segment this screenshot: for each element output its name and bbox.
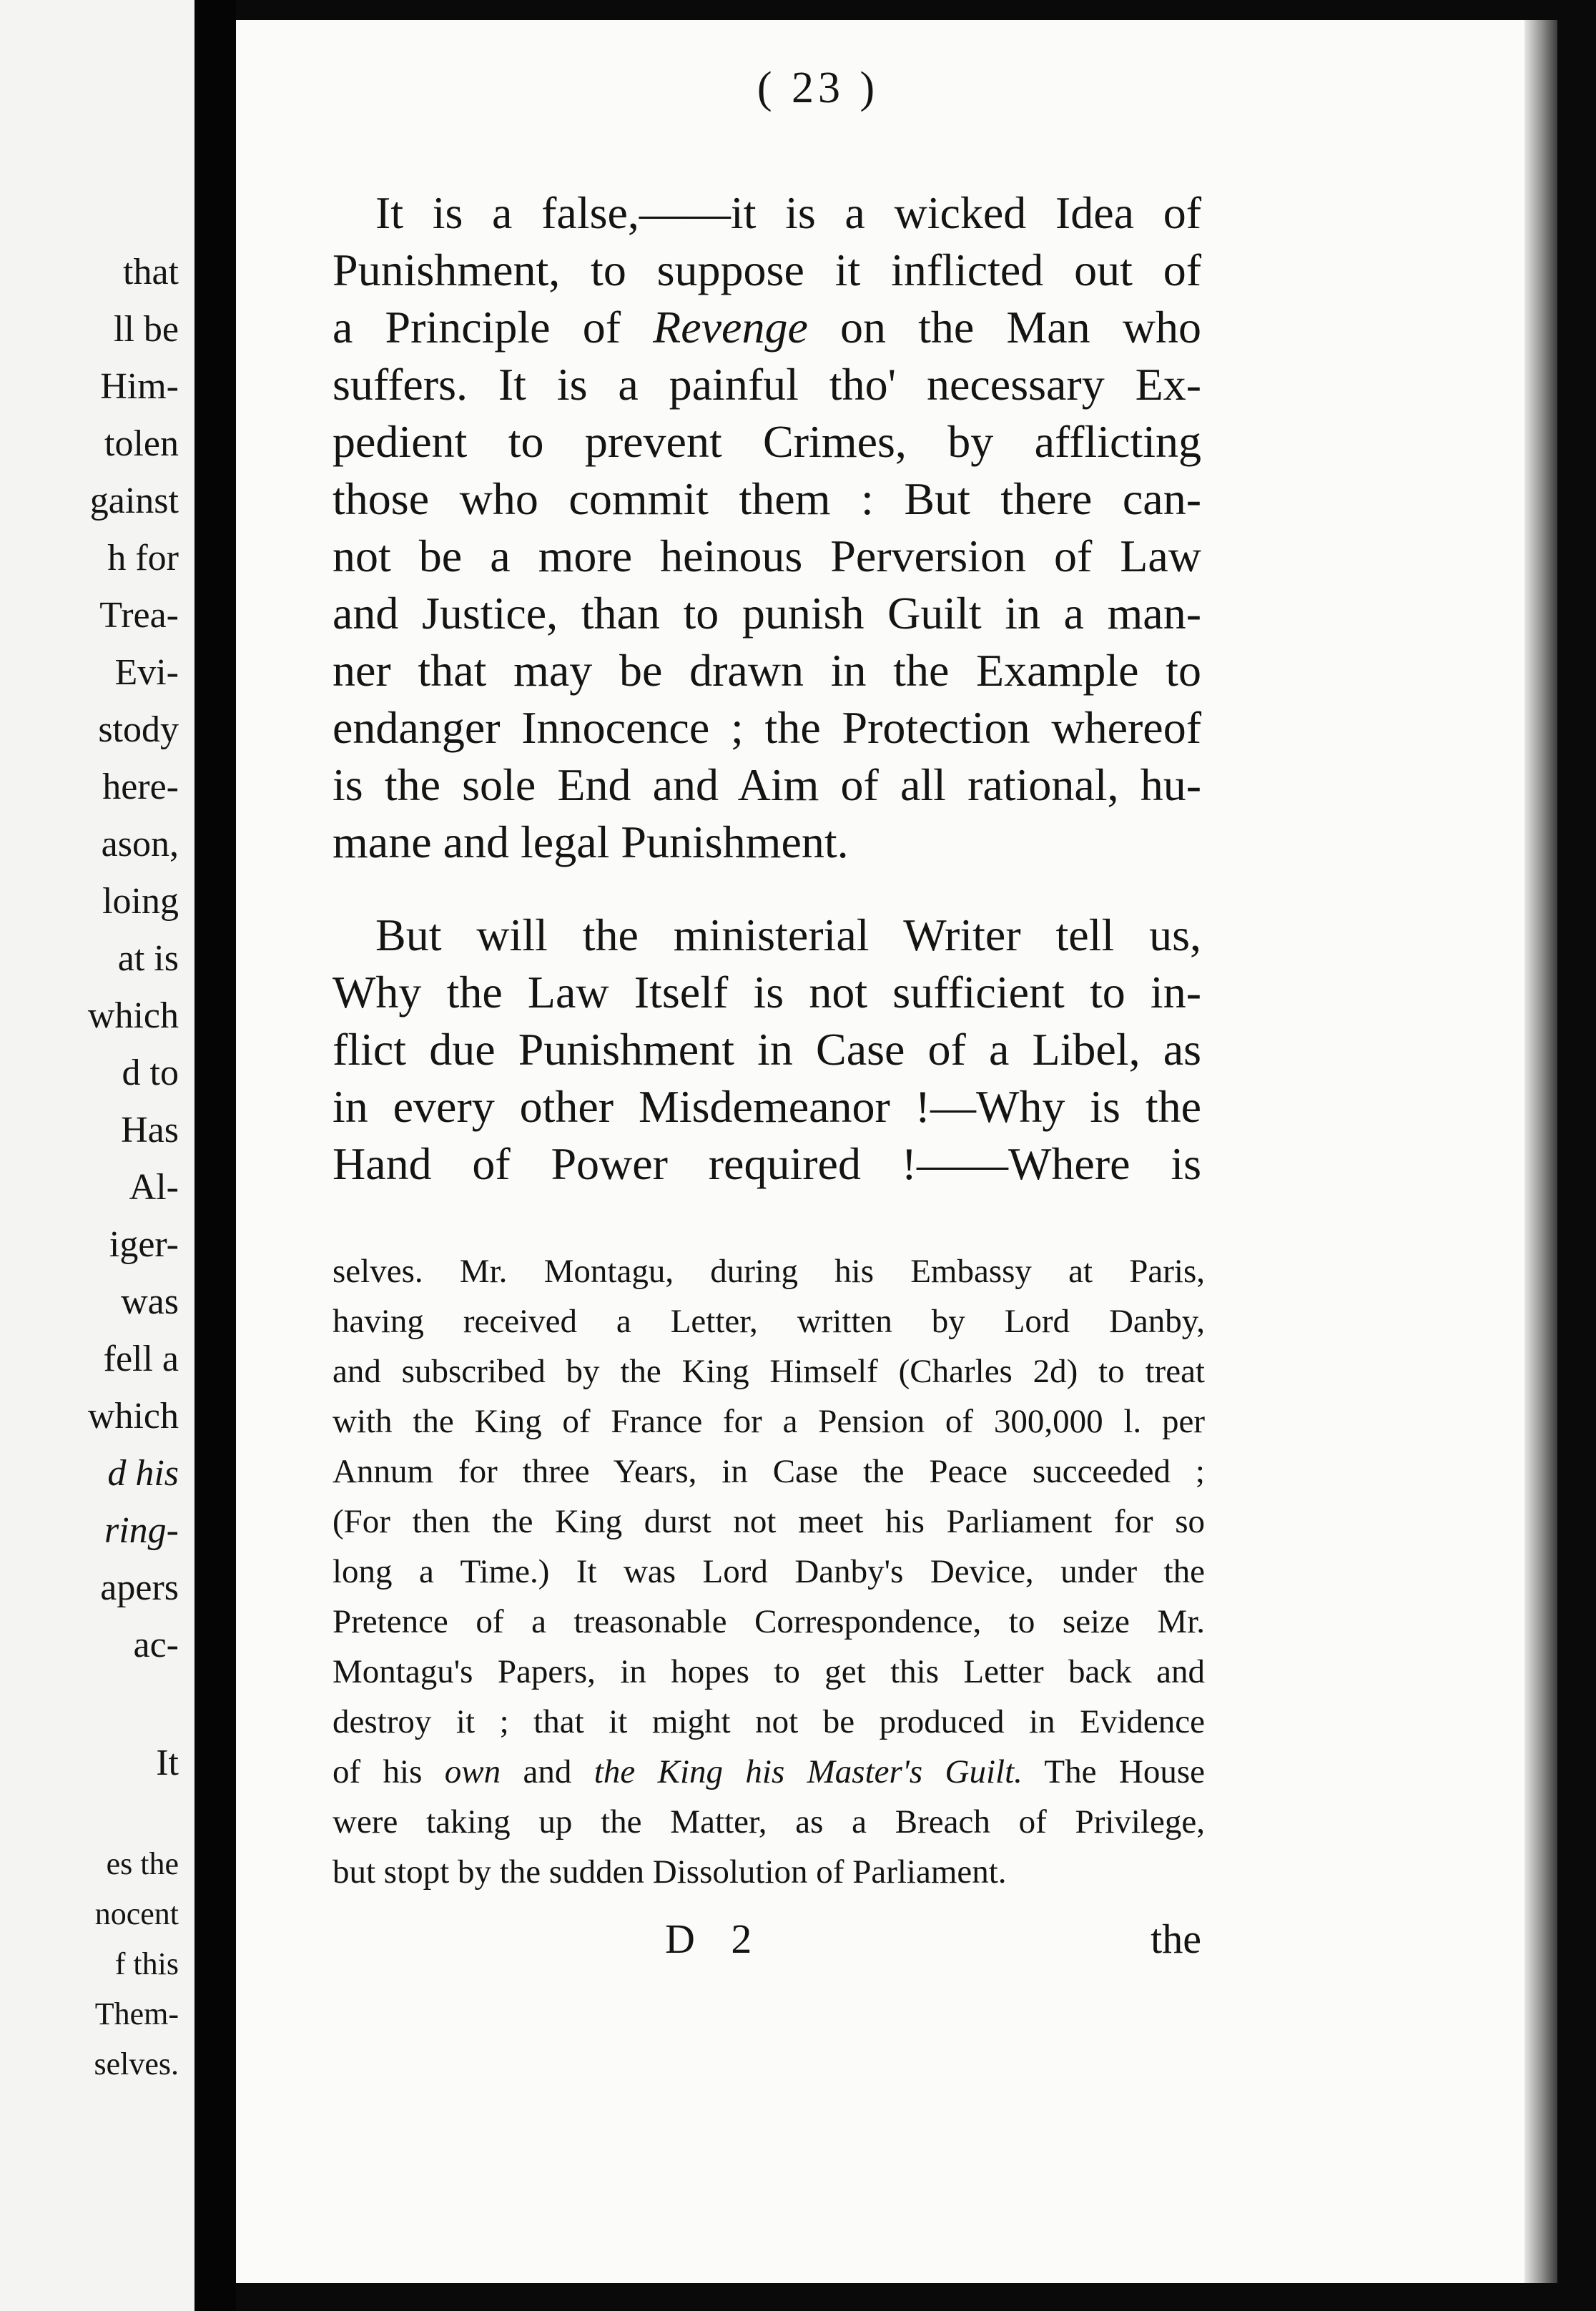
left-page-fragment: Trea- xyxy=(99,595,179,636)
left-page-fragment: Evi- xyxy=(114,652,179,693)
text-line: But will the ministerial Writer tell us, xyxy=(375,910,1201,960)
text-span: of his xyxy=(332,1753,445,1790)
left-page-fragment: es the xyxy=(106,1846,179,1881)
text-line: is the sole End and Aim of all rational, hu- xyxy=(332,759,1201,810)
footnote-line: Montagu's Papers, in hopes to get this Letter back and xyxy=(332,1653,1205,1690)
footnote-line: Annum for three Years, in Case the Peace succeeded ; xyxy=(332,1453,1205,1490)
text-line: suffers. It is a painful tho' necessary Ex- xyxy=(332,359,1201,410)
left-page-fragment: which xyxy=(87,1396,179,1437)
page-number: ( 23 ) xyxy=(757,64,880,112)
page-edge-shadow xyxy=(1524,20,1557,2283)
paragraph-1 xyxy=(332,184,1201,871)
text-line: pedient to prevent Crimes, by afflicting xyxy=(332,416,1201,467)
text-line xyxy=(332,299,1201,356)
text-line: and Justice, than to punish Guilt in a man- xyxy=(332,588,1201,639)
footnote-line: having received a Letter, written by Lord Danby, xyxy=(332,1303,1205,1340)
footnote-line: and subscribed by the King Himself (Charles 2d) to treat xyxy=(332,1353,1205,1390)
italic-word: Revenge xyxy=(653,302,808,353)
text-line: flict due Punishment in Case of a Libel, as xyxy=(332,1024,1201,1075)
left-page-fragment: which xyxy=(87,995,179,1036)
text-span: The House xyxy=(1022,1753,1205,1790)
left-page-fragment: nocent xyxy=(94,1896,179,1931)
left-page-fragment: ring- xyxy=(104,1510,179,1551)
left-page-fragment: d to xyxy=(122,1053,179,1093)
footnote xyxy=(332,1246,1205,1897)
left-page-fragment: Has xyxy=(121,1110,179,1150)
italic-word: own xyxy=(444,1753,501,1790)
left-page-fragment: d his xyxy=(107,1453,179,1494)
left-page-fragment: was xyxy=(121,1281,179,1322)
catchword: the xyxy=(1151,1916,1201,1962)
left-page-fragment: iger- xyxy=(109,1224,179,1265)
page-footer xyxy=(332,1915,1201,1972)
left-page-fragment: f this xyxy=(114,1946,179,1981)
text-line: Why the Law Itself is not sufficient to in- xyxy=(332,967,1201,1017)
left-page-fragment: here- xyxy=(102,767,179,807)
left-page-fragment: at is xyxy=(117,938,179,979)
left-page-fragment: tolen xyxy=(104,423,179,464)
left-page-fragment: Al- xyxy=(129,1167,179,1208)
left-page-fragment: ason, xyxy=(101,824,179,864)
footnote-line: with the King of France for a Pension of 300,000 l. per xyxy=(332,1403,1205,1440)
paragraph-2 xyxy=(332,907,1201,1193)
left-facing-page xyxy=(0,0,194,2311)
left-page-fragment: apers xyxy=(100,1567,179,1608)
left-page-fragment: ll be xyxy=(114,309,179,350)
footnote-line: selves. Mr. Montagu, during his Embassy at Paris, xyxy=(332,1253,1205,1290)
text-line: Hand of Power required !——Where is xyxy=(332,1138,1201,1189)
left-page-fragment: Them- xyxy=(94,1996,179,2031)
footnote-line xyxy=(332,1747,1205,1797)
footnote-line: destroy it ; that it might not be produced in Evidence xyxy=(332,1703,1205,1740)
signature-mark: D 2 xyxy=(665,1916,765,1962)
left-page-fragment: h for xyxy=(107,538,179,578)
italic-phrase: the King his Master's Guilt. xyxy=(593,1753,1023,1790)
text-line: Punishment, to suppose it inflicted out of xyxy=(332,245,1201,295)
text-line: endanger Innocence ; the Protection whereof xyxy=(332,702,1201,753)
text-line: ner that may be drawn in the Example to xyxy=(332,645,1201,696)
book-page xyxy=(236,20,1557,2283)
text-line: mane and legal Punishment. xyxy=(332,817,849,867)
text-line: It is a false,——it is a wicked Idea of xyxy=(375,187,1201,238)
footnote-line: but stopt by the sudden Dissolution of Parliament. xyxy=(332,1853,1007,1891)
text-span: a Principle of xyxy=(332,302,654,353)
left-page-fragment: gainst xyxy=(89,481,179,521)
left-page-fragment: selves. xyxy=(94,2046,179,2081)
footnote-line: were taking up the Matter, as a Breach of Privilege, xyxy=(332,1803,1205,1841)
text-line: those who commit them : But there can- xyxy=(332,473,1201,524)
left-page-fragment: It xyxy=(156,1743,179,1783)
text-span: on the Man who xyxy=(807,302,1202,353)
text-line: in every other Misdemeanor !—Why is the xyxy=(332,1081,1201,1132)
left-page-fragment: ac- xyxy=(133,1625,179,1665)
footnote-line: (For then the King durst not meet his Parliament for so xyxy=(332,1503,1205,1540)
text-line: not be a more heinous Perversion of Law xyxy=(332,531,1201,581)
text-span: and xyxy=(501,1753,594,1790)
footnote-line: long a Time.) It was Lord Danby's Device, under the xyxy=(332,1553,1205,1590)
left-page-fragment: Him- xyxy=(100,366,179,407)
left-page-fragment: that xyxy=(123,252,179,292)
book-gutter xyxy=(194,0,236,2311)
footnote-line: Pretence of a treasonable Correspondence, to seize Mr. xyxy=(332,1603,1205,1640)
left-page-fragment: stody xyxy=(98,709,179,750)
left-page-fragment: loing xyxy=(102,881,179,922)
left-page-fragment: fell a xyxy=(103,1339,179,1379)
